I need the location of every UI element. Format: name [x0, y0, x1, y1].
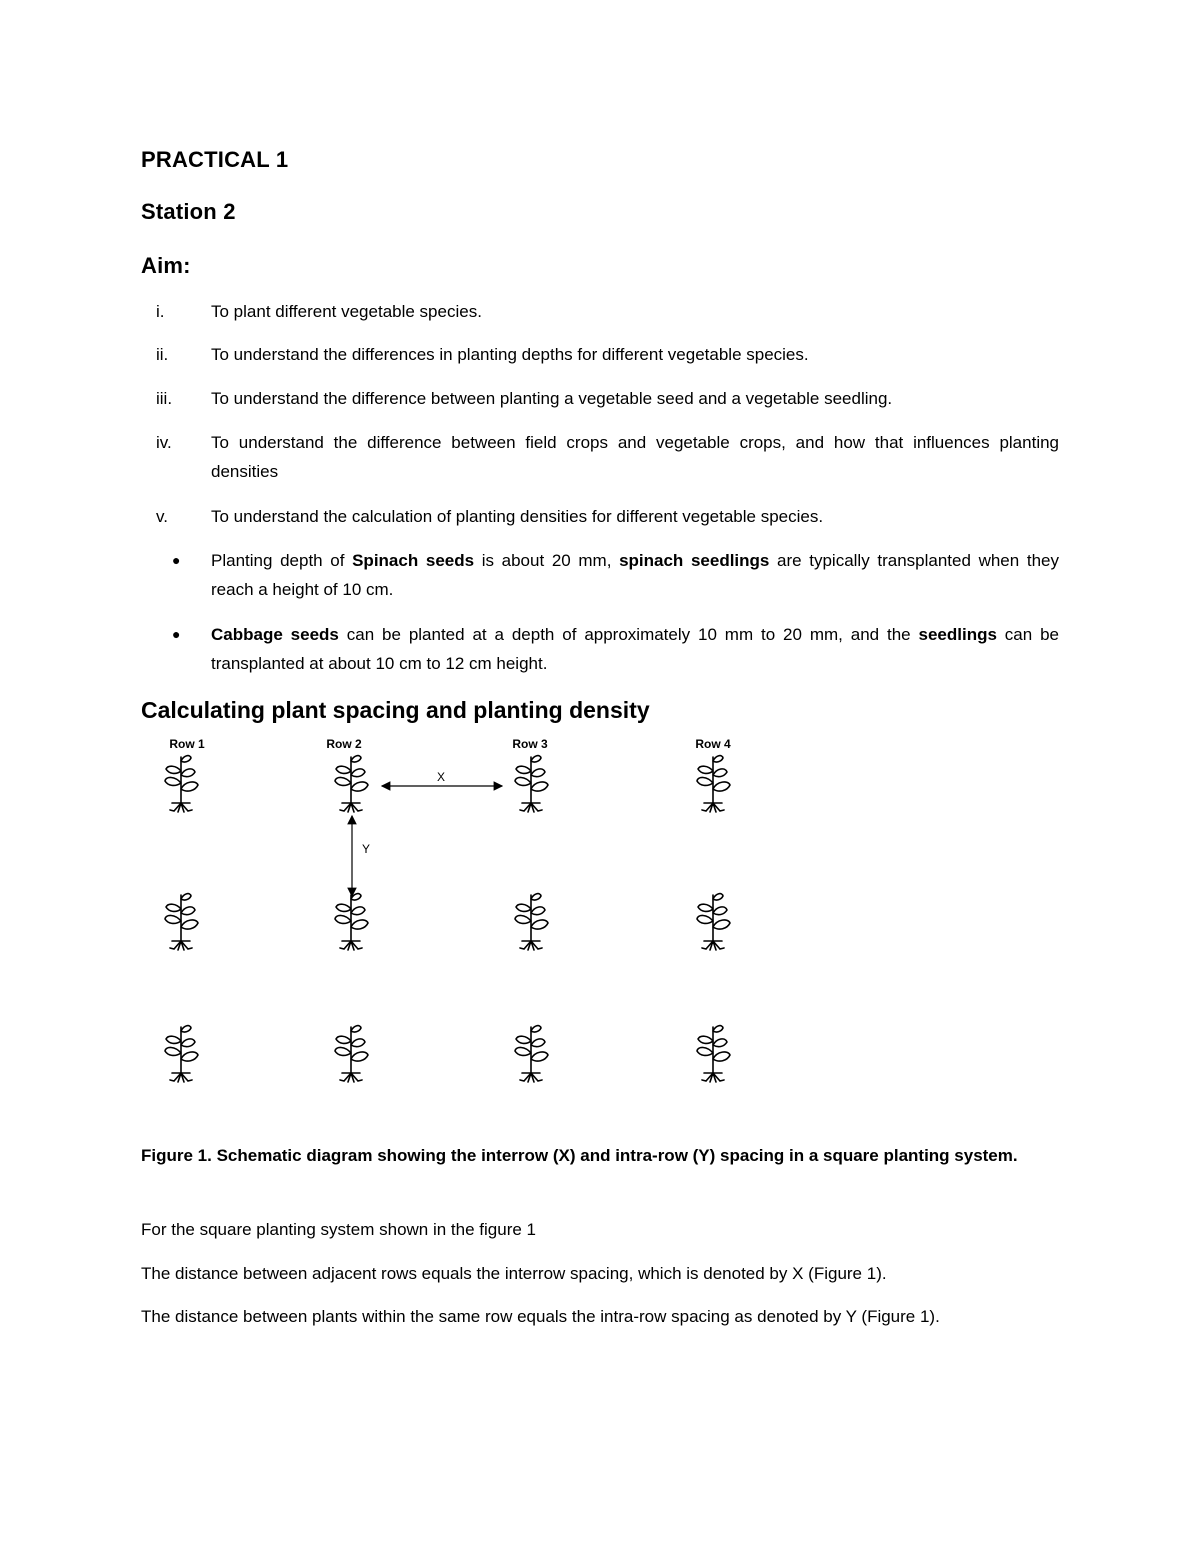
- section-title: Calculating plant spacing and planting density: [141, 697, 650, 723]
- aim-number: i.: [156, 302, 165, 321]
- bullet-bold-text: seedlings: [918, 625, 997, 644]
- paragraph: The distance between adjacent rows equals the interrow spacing, which is denoted by X (Figure 1).: [141, 1264, 887, 1283]
- figure-caption: Figure 1. Schematic diagram showing the interrow (X) and intra-row (Y) spacing in a square planting system.: [141, 1146, 1018, 1165]
- paragraph: The distance between plants within the same row equals the intra-row spacing as denoted by Y (Figure 1).: [141, 1307, 940, 1326]
- paragraph: For the square planting system shown in the figure 1: [141, 1220, 536, 1239]
- bullet-text: can be planted at a depth of approximately 10 mm to 20 mm, and the: [338, 625, 919, 644]
- aim-item: To understand the difference between field crops and vegetable crops, and how that influences planting densities: [211, 433, 1059, 481]
- bullet-bold-text: Cabbage seeds: [211, 625, 339, 644]
- bullet-text: Planting depth of: [211, 551, 353, 570]
- practical-title: PRACTICAL 1: [141, 147, 289, 172]
- plant-icon: [165, 756, 198, 812]
- planting-diagram: [150, 730, 770, 1100]
- bullet-dot: ●: [172, 552, 181, 568]
- intrarow-spacing-label: Y: [361, 842, 371, 856]
- aim-heading: Aim:: [141, 253, 191, 278]
- plant-icon: [165, 1026, 198, 1082]
- plant-icon: [335, 756, 368, 812]
- aim-item: To understand the differences in planting depths for different vegetable species.: [211, 345, 809, 364]
- bullet-text: are typically transplanted when they reach a height of 10 cm.: [211, 551, 1059, 599]
- aim-number: iii.: [156, 389, 173, 408]
- bullet-bold-text: spinach seedlings: [619, 551, 770, 570]
- bullet-dot: ●: [172, 626, 181, 642]
- station-title: Station 2: [141, 199, 236, 224]
- bullet-cabbage: [211, 620, 1059, 678]
- aim-item: To understand the calculation of planting densities for different vegetable species.: [211, 507, 824, 526]
- plant-icon: [165, 894, 198, 950]
- row-label: Row 2: [326, 737, 362, 751]
- plant-icon: [697, 894, 730, 950]
- interrow-spacing-label: X: [436, 770, 446, 784]
- plant-icon: [515, 894, 548, 950]
- plant-icon: [335, 894, 368, 950]
- plant-icon: [515, 1026, 548, 1082]
- aim-item: To understand the difference between planting a vegetable seed and a vegetable seedling.: [211, 389, 893, 408]
- bullet-text: can be transplanted at about 10 cm to 12 cm height.: [211, 625, 1059, 673]
- plant-icon: [335, 1026, 368, 1082]
- bullet-bold-text: Spinach seeds: [352, 551, 475, 570]
- bullet-text: is about 20 mm,: [474, 551, 620, 570]
- row-label: Row 3: [512, 737, 548, 751]
- row-label: Row 4: [695, 737, 731, 751]
- aim-item: To plant different vegetable species.: [211, 302, 482, 321]
- aim-number: ii.: [156, 345, 169, 364]
- plant-icon: [697, 756, 730, 812]
- bullet-spinach: [211, 546, 1059, 604]
- aim-number: iv.: [156, 433, 172, 452]
- plant-icon: [515, 756, 548, 812]
- plant-icon: [697, 1026, 730, 1082]
- aim-number: v.: [156, 507, 168, 526]
- row-label: Row 1: [169, 737, 205, 751]
- plant-grid: [165, 756, 730, 1082]
